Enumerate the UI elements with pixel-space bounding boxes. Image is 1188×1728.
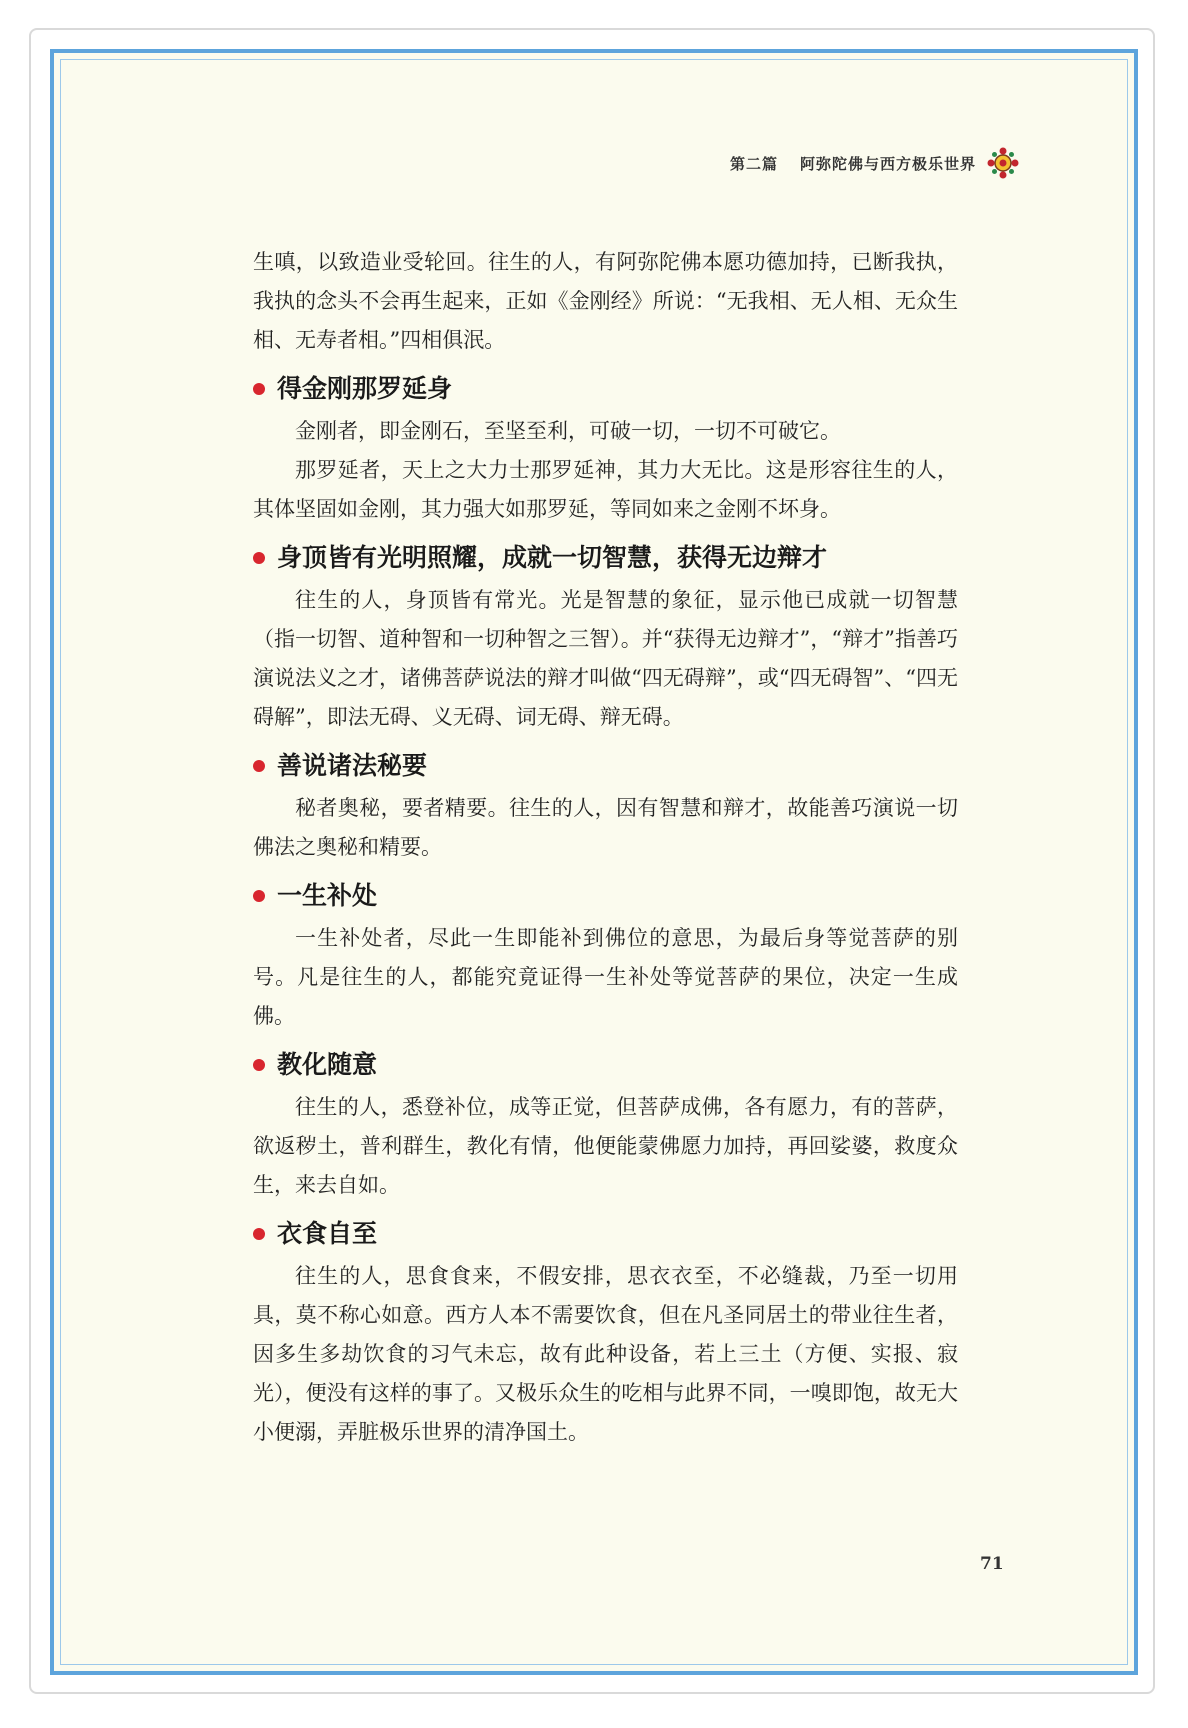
section-paragraph: 往生的人，悉登补位，成等正觉，但菩萨成佛，各有愿力，有的菩萨，欲返秽土，普利群生，教化有情，他便能蒙佛愿力加持，再回娑婆，救度众生，来去自如。 <box>253 1095 958 1197</box>
section-heading-text: 教化随意 <box>277 1050 378 1079</box>
section-heading-text: 一生补处 <box>277 881 378 910</box>
section-heading <box>253 1215 958 1253</box>
section-heading <box>253 747 958 785</box>
bullet-icon <box>253 383 265 395</box>
section-paragraph: 那罗延者，天上之大力士那罗延神，其力大无比。这是形容往生的人，其体坚固如金刚，其力强大如那罗延，等同如来之金刚不坏身。 <box>253 458 958 521</box>
section-paragraph: 一生补处者，尽此一生即能补到佛位的意思，为最后身等觉菩萨的别号。凡是往生的人，都能究竟证得一生补处等觉菩萨的果位，决定一生成佛。 <box>253 926 958 1028</box>
section-paragraph: 往生的人，身顶皆有常光。光是智慧的象征，显示他已成就一切智慧（指一切智、道种智和一切种智之三智）。并“获得无边辩才”，“辩才”指善巧演说法义之才，诸佛菩萨说法的辩才叫做“四无碍辩”，或“四无碍智”、“四无碍解”，即法无碍、义无碍、词无碍、辩无碍。 <box>253 588 958 729</box>
section-heading-text: 衣食自至 <box>277 1219 378 1248</box>
section-heading <box>253 539 958 577</box>
intro-paragraph: 生嗔，以致造业受轮回。往生的人，有阿弥陀佛本愿功德加持，已断我执，我执的念头不会再生起来，正如《金刚经》所说：“无我相、无人相、无众生相、无寿者相。”四相俱泯。 <box>253 250 958 352</box>
bullet-icon <box>253 890 265 902</box>
running-head-chapter: 阿弥陀佛与西方极乐世界 <box>799 154 976 173</box>
bullet-icon <box>253 1228 265 1240</box>
section-paragraph: 秘者奥秘，要者精要。往生的人，因有智慧和辩才，故能善巧演说一切佛法之奥秘和精要。 <box>253 796 958 859</box>
bullet-icon <box>253 760 265 772</box>
section-heading <box>253 877 958 915</box>
section-heading <box>253 1046 958 1084</box>
running-head <box>600 146 1020 180</box>
section-heading-text: 身顶皆有光明照耀，成就一切智慧，获得无边辩才 <box>277 543 828 572</box>
bullet-icon <box>253 1059 265 1071</box>
section-heading-text: 善说诸法秘要 <box>277 751 428 780</box>
section-paragraph: 往生的人，思食食来，不假安排，思衣衣至，不必缝裁，乃至一切用具，莫不称心如意。西方人本不需要饮食，但在凡圣同居土的带业往生者，因多生多劫饮食的习气未忘，故有此种设备，若上三土（方便、实报、寂光），便没有这样的事了。又极乐众生的吃相与此界不同，一嗅即饱，故无大小便溺，弄脏极乐世界的清净国土。 <box>253 1264 958 1444</box>
section-paragraph: 金刚者，即金刚石，至坚至利，可破一切，一切不可破它。 <box>295 419 841 443</box>
bullet-icon <box>253 552 265 564</box>
section-heading <box>253 370 958 408</box>
dharma-wheel-icon <box>986 146 1020 180</box>
page-body <box>253 243 958 1452</box>
section-heading-text: 得金刚那罗延身 <box>277 374 453 403</box>
running-head-part: 第二篇 <box>729 154 778 173</box>
page-number: 71 <box>980 1554 1004 1574</box>
